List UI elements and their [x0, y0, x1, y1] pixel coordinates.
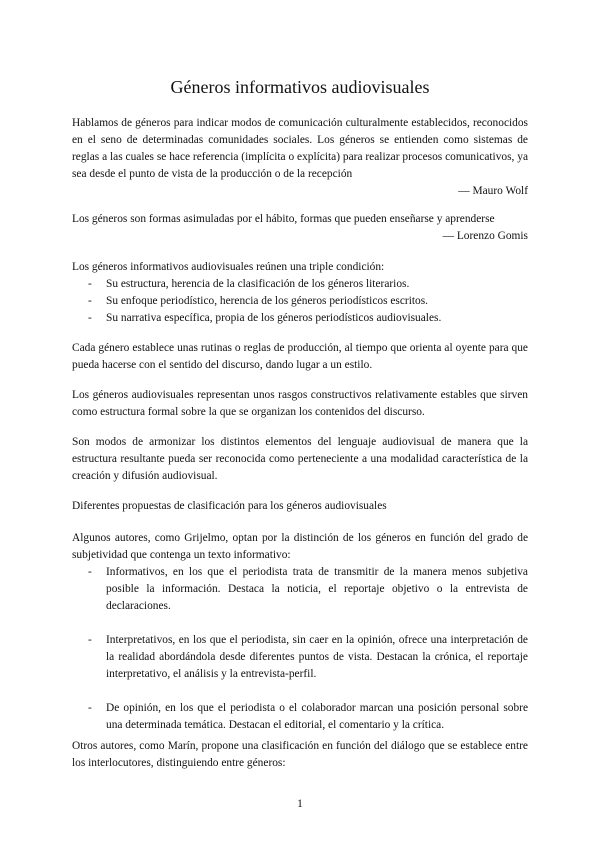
quote-text: Los géneros son formas asimuladas por el hábito, formas que pueden enseñarse y aprenderse — [72, 213, 495, 225]
document-page — [72, 0, 528, 848]
condition-list — [72, 276, 528, 327]
paragraph: Los géneros informativos audiovisuales reúnen una triple condición: — [72, 261, 385, 273]
grijelmo-section — [72, 530, 528, 751]
triple-condition-section — [72, 259, 528, 327]
paragraph: Otros autores, como Marín, propone una clasificación en función del diálogo que se establece entre los interlocutores, distinguiendo entre géneros: — [72, 740, 528, 769]
quote-wolf — [72, 115, 528, 200]
paragraph: Son modos de armonizar los distintos elementos del lenguaje audiovisual de manera que la estructura resultante pueda ser reconocida como perteneciente a una modalidad característica de la creación y difusión audiovisual. — [72, 436, 528, 482]
quote-gomis — [72, 211, 528, 245]
quote-text: Hablamos de géneros para indicar modos de comunicación culturalmente establecidos, reconocidos en el seno de determinadas comunidades sociales. Los géneros se entienden como sistemas de reglas a las cuales se hace referencia (implícita o explícita) para realizar procesos comunicativos, ya sea desde el punto de vista de la producción o de la recepción — [72, 117, 528, 180]
list-item: - Interpretativos, en los que el periodista, sin caer en la opinión, ofrece una interpretación de la realidad abordándola desde diferentes puntos de vista. Destacan la crónica, el reportaje interpretativo, el análisis y la entrevista-perfil. — [72, 632, 528, 683]
quote-author: — Mauro Wolf — [458, 185, 528, 197]
page-title: Géneros informativos audiovisuales — [170, 77, 430, 97]
list-item: - De opinión, en los que el periodista o el colaborador marcan una posición personal sobre una determinada temática. Destacan el editorial, el comentario y la crítica. — [72, 700, 528, 734]
grijelmo-list — [72, 564, 528, 734]
paragraph: Algunos autores, como Grijelmo, optan por la distinción de los géneros en función del grado de subjetividad que contenga un texto informativo: — [72, 532, 528, 561]
list-item: - Su narrativa específica, propia de los géneros periodísticos audiovisuales. — [72, 310, 528, 327]
list-item: - Su estructura, herencia de la clasificación de los géneros literarios. — [72, 276, 528, 293]
quote-author: — Lorenzo Gomis — [442, 230, 528, 242]
list-item: - Su enfoque periodístico, herencia de los géneros periodísticos escritos. — [72, 293, 528, 310]
paragraph: Cada género establece unas rutinas o reglas de producción, al tiempo que orienta al oyente para que pueda hacerse con el sentido del discurso, dando lugar a un estilo. — [72, 342, 528, 371]
paragraph: Los géneros audiovisuales representan unos rasgos constructivos relativamente estables que sirven como estructura formal sobre la que se organizan los contenidos del discurso. — [72, 389, 528, 418]
section-heading: Diferentes propuestas de clasificación para los géneros audiovisuales — [72, 500, 387, 512]
list-item: - Informativos, en los que el periodista trata de transmitir de la manera menos subjetiva posible la información. Destaca la noticia, el reportaje objetivo o la entrevista de declaraciones. — [72, 564, 528, 615]
page-number: 1 — [297, 798, 303, 810]
